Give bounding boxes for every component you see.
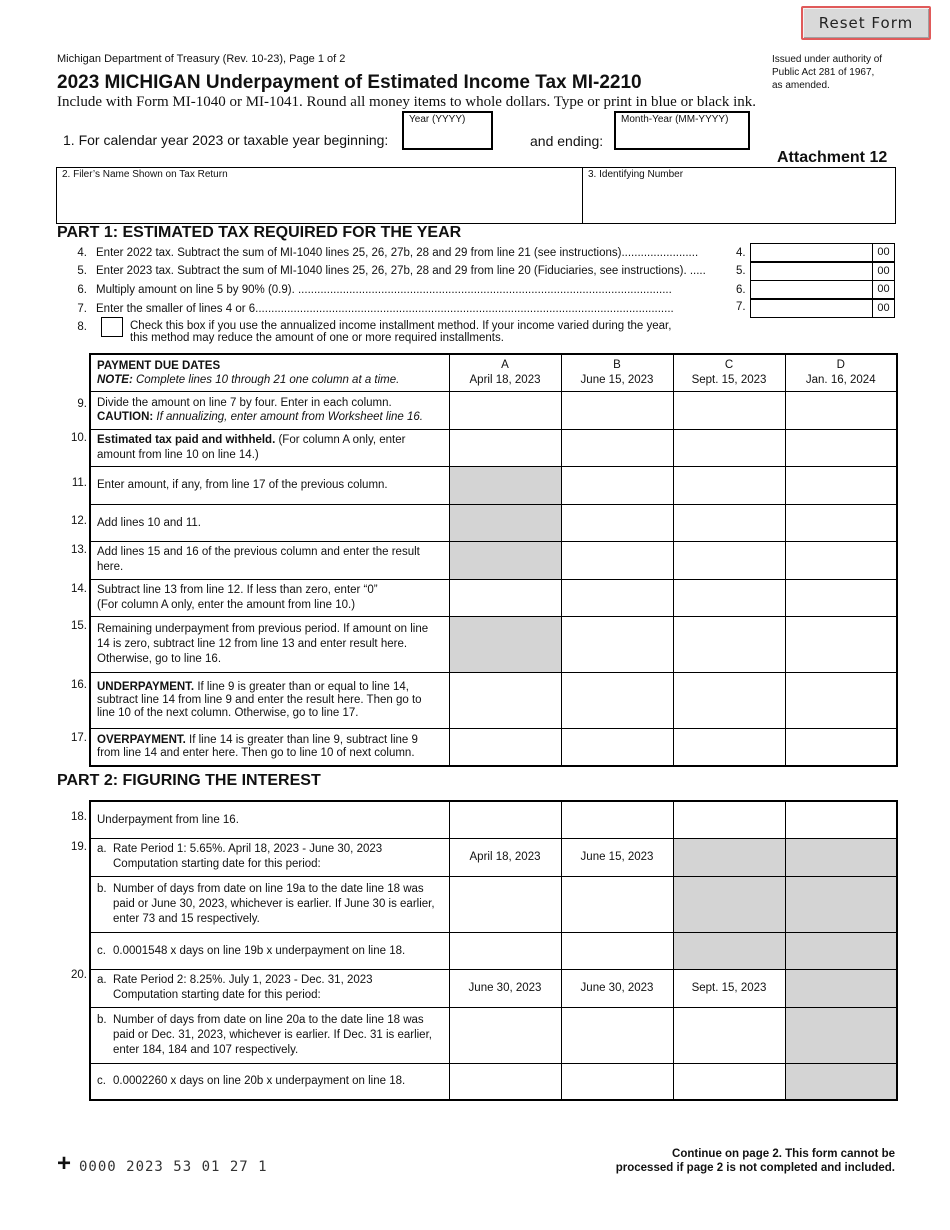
row-18-description: Underpayment from line 16.: [90, 801, 449, 838]
header-note: [97, 373, 443, 387]
row-19b-col-a[interactable]: [449, 876, 561, 932]
table-row: [90, 429, 897, 466]
identifying-number-label: 3. Identifying Number: [588, 169, 684, 180]
line7-text: Enter the smaller of lines 4 or 6...................................................................................................................................: [96, 303, 674, 315]
line6-number: 6.: [77, 284, 87, 296]
column-letter: D: [836, 358, 845, 371]
line8-text-1: Check this box if you use the annualized income installment method. If your income varied during the year,: [130, 320, 672, 332]
row-9-col-d[interactable]: [785, 391, 897, 429]
line7-number: 7.: [77, 303, 87, 315]
table-row: [90, 504, 897, 541]
line5-amount-field[interactable]: [750, 262, 895, 281]
agency-revision: Michigan Department of Treasury (Rev. 10-23), Page 1 of 2: [57, 53, 346, 65]
row-letter: c.: [97, 1075, 106, 1088]
row-12-col-d[interactable]: [785, 504, 897, 541]
row-19c-description: [90, 932, 449, 969]
interest-table: [89, 800, 898, 1101]
row-14-description: [90, 579, 449, 616]
row-19c-col-a[interactable]: [449, 932, 561, 969]
row-text: Number of days from date on line 20a to the date line 18 was paid or Dec. 31, 2023, whichever is earlier. If Dec. 31 is earlier, enter 184, 184 and 107 respectively.: [113, 1013, 432, 1056]
cents: 00: [872, 244, 894, 261]
row-16-col-c[interactable]: [673, 672, 785, 728]
row-number: 14.: [71, 583, 87, 595]
row-letter: c.: [97, 944, 106, 957]
continue-note: [540, 1147, 895, 1175]
row-20b-col-c[interactable]: [673, 1007, 785, 1063]
row-9-col-b[interactable]: [561, 391, 673, 429]
column-b-header: [561, 354, 673, 391]
line5-box-label: 5.: [736, 265, 746, 277]
line7-amount-field[interactable]: [750, 299, 895, 318]
form-instructions: Include with Form MI-1040 or MI-1041. Round all money items to whole dollars. Type or print in blue or black ink.: [57, 94, 756, 110]
row-18-col-b[interactable]: [561, 801, 673, 838]
row-number: 12.: [71, 515, 87, 527]
row-18-col-a[interactable]: [449, 801, 561, 838]
row-20b-col-b[interactable]: [561, 1007, 673, 1063]
row-letter: a.: [97, 974, 107, 986]
row-13-description: Add lines 15 and 16 of the previous column and enter the result here.: [90, 541, 449, 579]
line5-number: 5.: [77, 265, 87, 277]
row-17-col-b[interactable]: [561, 728, 673, 766]
row-12-col-c[interactable]: [673, 504, 785, 541]
row-19b-col-d: [785, 876, 897, 932]
row-10-col-c[interactable]: [673, 429, 785, 466]
row-19b-col-b[interactable]: [561, 876, 673, 932]
annualized-method-checkbox[interactable]: [101, 317, 123, 337]
table-row: [90, 801, 897, 838]
row-11-col-d[interactable]: [785, 466, 897, 504]
filer-name-label: 2. Filer’s Name Shown on Tax Return: [62, 169, 228, 180]
payment-due-dates-table: [89, 353, 898, 767]
row-letter: b.: [97, 882, 107, 895]
year-begin-label: Year (YYYY): [409, 114, 466, 125]
row-12-description: Add lines 10 and 11.: [90, 504, 449, 541]
row-19a-description: [90, 838, 449, 876]
cents: 00: [872, 300, 894, 317]
row-20a-col-a: June 30, 2023: [449, 969, 561, 1007]
line4-number: 4.: [77, 247, 87, 259]
row-13-col-d[interactable]: [785, 541, 897, 579]
cents: 00: [872, 281, 894, 298]
row-number: 17.: [71, 732, 87, 744]
row-bold: UNDERPAYMENT.: [97, 680, 195, 693]
caution-bold: CAUTION:: [97, 411, 154, 423]
row-text: (For column A only, enter amount from line 10 on line 14.): [97, 433, 406, 461]
table-row: [90, 672, 897, 728]
table-row: [90, 616, 897, 672]
table-header-row: [90, 354, 897, 391]
table-row: [90, 728, 897, 766]
row-17-col-c[interactable]: [673, 728, 785, 766]
row-20c-col-d: [785, 1063, 897, 1100]
row-text: Rate Period 2: 8.25%. July 1, 2023 - Dec. 31, 2023: [113, 974, 373, 986]
row-14-col-c[interactable]: [673, 579, 785, 616]
row-letter: a.: [97, 843, 107, 855]
row-text: (For column A only, enter the amount from line 10.): [97, 598, 356, 611]
row-20b-col-a[interactable]: [449, 1007, 561, 1063]
row-10-col-d[interactable]: [785, 429, 897, 466]
row-18-col-c[interactable]: [673, 801, 785, 838]
line8-text: [130, 320, 671, 344]
row-20c-description: [90, 1063, 449, 1100]
line1-label: 1. For calendar year 2023 or taxable year beginning:: [63, 132, 389, 148]
row-11-col-b[interactable]: [561, 466, 673, 504]
month-year-end-label: Month-Year (MM-YYYY): [621, 114, 729, 125]
row-text: Computation starting date for this period:: [113, 858, 321, 870]
line6-box-label: 6.: [736, 284, 746, 296]
line4-text: Enter 2022 tax. Subtract the sum of MI-1040 lines 25, 26, 27b, 28 and 29 from line 21 (see instructions)........................: [96, 247, 699, 259]
table-row: [90, 466, 897, 504]
row-16-col-b[interactable]: [561, 672, 673, 728]
row-number: 19.: [71, 841, 87, 853]
continue-line: Continue on page 2. This form cannot be: [672, 1148, 895, 1160]
table-row: [90, 932, 897, 969]
part2-title: PART 2: FIGURING THE INTEREST: [57, 772, 321, 789]
row-16-col-d[interactable]: [785, 672, 897, 728]
row-number: 15.: [71, 620, 87, 632]
row-text: Divide the amount on line 7 by four. Enter in each column.: [97, 397, 392, 409]
row-text: If line 9 is greater than or equal to line 14, subtract line 14 from line 9 and enter the result here. Then go to line 10 of the next column. Otherwise, go to line 17.: [97, 680, 422, 719]
row-20c-col-c[interactable]: [673, 1063, 785, 1100]
row-text: Subtract line 13 from line 12. If less than zero, enter “0”: [97, 583, 378, 596]
header-title: PAYMENT DUE DATES: [97, 359, 221, 372]
line5-text: Enter 2023 tax. Subtract the sum of MI-1040 lines 25, 26, 27b, 28 and 29 from line 20 (Fiduciaries, see instructions). .....: [96, 265, 706, 277]
column-d-header: [785, 354, 897, 391]
authority-line: as amended.: [772, 80, 830, 91]
row-number: 10.: [71, 432, 87, 444]
row-16-description: [90, 672, 449, 728]
row-text: Computation starting date for this period:: [113, 989, 321, 1001]
row-19a-col-d: [785, 838, 897, 876]
filer-name-field[interactable]: [56, 167, 583, 224]
row-10-col-b[interactable]: [561, 429, 673, 466]
line4-amount-field[interactable]: [750, 243, 895, 262]
table-row: [90, 969, 897, 1007]
column-letter: C: [724, 358, 734, 371]
row-20b-col-d: [785, 1007, 897, 1063]
row-17-col-d[interactable]: [785, 728, 897, 766]
authority-line: Public Act 281 of 1967,: [772, 67, 875, 78]
column-a-header: [449, 354, 561, 391]
row-bold: Estimated tax paid and withheld.: [97, 433, 276, 446]
row-text: If line 14 is greater than line 9, subtract line 9 from line 14 and enter here. Then go to line 10 of next column.: [97, 733, 418, 759]
caution-text: If annualizing, enter amount from Worksheet line 16.: [153, 411, 423, 423]
row-19c-col-d: [785, 932, 897, 969]
ending-label: and ending:: [530, 133, 604, 149]
row-19c-col-c: [673, 932, 785, 969]
year-begin-field[interactable]: [402, 111, 493, 150]
table-row: [90, 1007, 897, 1063]
note-text: Complete lines 10 through 21 one column at a time.: [132, 373, 400, 386]
row-13-col-b[interactable]: [561, 541, 673, 579]
column-letter: B: [613, 358, 621, 371]
row-11-col-a: [449, 466, 561, 504]
attachment-number: Attachment 12: [777, 149, 888, 166]
table-row: [90, 391, 897, 429]
row-13-col-a: [449, 541, 561, 579]
row-11-col-c[interactable]: [673, 466, 785, 504]
row-9-description: [90, 391, 449, 429]
month-year-end-field[interactable]: [614, 111, 750, 150]
table-row: [90, 876, 897, 932]
row-20a-col-b: June 30, 2023: [561, 969, 673, 1007]
continue-line: processed if page 2 is not completed and included.: [615, 1162, 895, 1174]
row-19b-col-c: [673, 876, 785, 932]
column-date: Jan. 16, 2024: [805, 373, 876, 386]
row-14-col-b[interactable]: [561, 579, 673, 616]
payment-due-dates-header: [90, 354, 449, 391]
row-13-col-c[interactable]: [673, 541, 785, 579]
row-20c-col-a[interactable]: [449, 1063, 561, 1100]
row-20b-description: [90, 1007, 449, 1063]
row-14-col-a[interactable]: [449, 579, 561, 616]
row-letter: b.: [97, 1013, 107, 1026]
row-9-col-a[interactable]: [449, 391, 561, 429]
row-text: Rate Period 1: 5.65%. April 18, 2023 - June 30, 2023: [113, 843, 383, 855]
row-20a-col-c: Sept. 15, 2023: [673, 969, 785, 1007]
row-11-description: Enter amount, if any, from line 17 of the previous column.: [90, 466, 449, 504]
row-15-col-c[interactable]: [673, 616, 785, 672]
identifying-number-field[interactable]: [582, 167, 896, 224]
line7-box-label: 7.: [736, 301, 746, 313]
note-bold: NOTE:: [97, 373, 133, 386]
row-number: 9.: [77, 398, 87, 410]
row-9-col-c[interactable]: [673, 391, 785, 429]
row-12-col-b[interactable]: [561, 504, 673, 541]
row-10-col-a[interactable]: [449, 429, 561, 466]
form-title: 2023 MICHIGAN Underpayment of Estimated Income Tax MI-2210: [57, 72, 642, 93]
row-19a-col-c: [673, 838, 785, 876]
part1-title: PART 1: ESTIMATED TAX REQUIRED FOR THE YEAR: [57, 224, 462, 241]
row-12-col-a: [449, 504, 561, 541]
row-number: 18.: [71, 811, 87, 823]
row-15-col-a: [449, 616, 561, 672]
authority-line: Issued under authority of: [772, 54, 883, 65]
row-number: 20.: [71, 969, 87, 981]
row-20a-col-d: [785, 969, 897, 1007]
line6-amount-field[interactable]: [750, 280, 895, 299]
row-text: 0.0001548 x days on line 19b x underpayment on line 18.: [113, 944, 406, 957]
table-row: [90, 1063, 897, 1100]
line8-text-2: this method may reduce the amount of one or more required installments.: [130, 332, 504, 344]
row-17-col-a[interactable]: [449, 728, 561, 766]
row-10-description: [90, 429, 449, 466]
plus-mark: +: [57, 1150, 72, 1177]
column-date: Sept. 15, 2023: [691, 373, 767, 386]
table-row: [90, 579, 897, 616]
table-row: [90, 541, 897, 579]
row-15-col-b[interactable]: [561, 616, 673, 672]
column-date: June 15, 2023: [580, 373, 654, 386]
authority-note: [772, 53, 882, 92]
row-18-col-d[interactable]: [785, 801, 897, 838]
column-letter: A: [501, 358, 509, 371]
row-number: 16.: [71, 679, 87, 691]
row-19c-col-b[interactable]: [561, 932, 673, 969]
reset-form-button[interactable]: Reset Form: [801, 6, 931, 40]
row-17-description: [90, 728, 449, 766]
row-20c-col-b[interactable]: [561, 1063, 673, 1100]
cents: 00: [872, 263, 894, 280]
row-19a-col-a: April 18, 2023: [449, 838, 561, 876]
row-15-col-d[interactable]: [785, 616, 897, 672]
table-row: [90, 838, 897, 876]
row-19a-col-b: June 15, 2023: [561, 838, 673, 876]
line6-text: Multiply amount on line 5 by 90% (0.9). .....................................................................................................................: [96, 284, 672, 296]
row-15-description: Remaining underpayment from previous period. If amount on line 14 is zero, subtract line 12 from line 13 and enter result here. Otherwise, go to line 16.: [90, 616, 449, 672]
row-number: 13.: [71, 544, 87, 556]
line8-number: 8.: [77, 321, 87, 333]
line4-box-label: 4.: [736, 247, 746, 259]
row-14-col-d[interactable]: [785, 579, 897, 616]
row-16-col-a[interactable]: [449, 672, 561, 728]
column-c-header: [673, 354, 785, 391]
row-19b-description: [90, 876, 449, 932]
row-number: 11.: [71, 477, 87, 489]
row-text: 0.0002260 x days on line 20b x underpayment on line 18.: [113, 1075, 406, 1088]
row-20a-description: [90, 969, 449, 1007]
form-id-code: 0000 2023 53 01 27 1: [79, 1159, 268, 1175]
column-date: April 18, 2023: [469, 373, 541, 386]
row-text: Number of days from date on line 19a to the date line 18 was paid or June 30, 2023, whichever is earlier. If June 30 is earlier, enter 73 and 15 respectively.: [113, 882, 435, 925]
row-bold: OVERPAYMENT.: [97, 733, 186, 746]
